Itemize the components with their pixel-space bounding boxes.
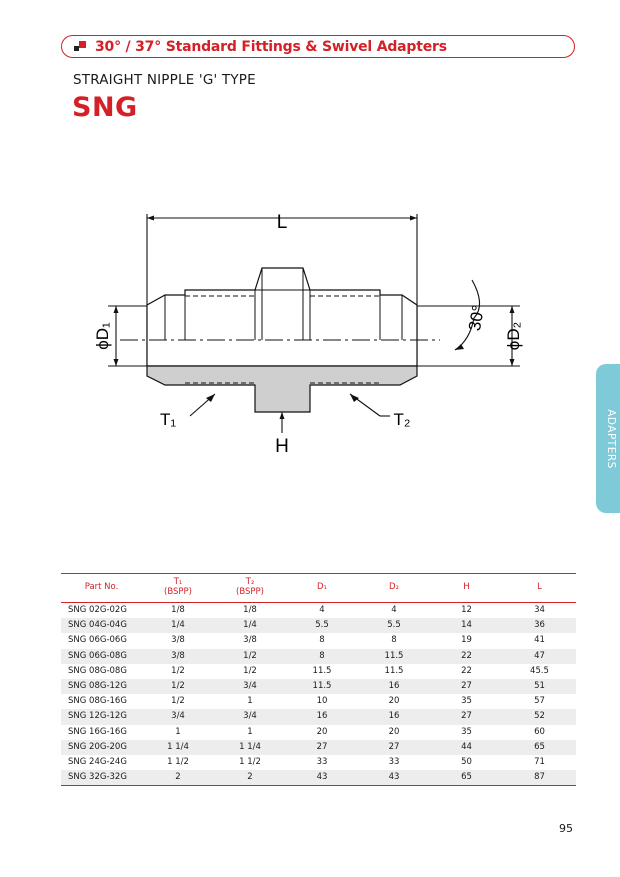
table-cell: SNG 32G-32G (61, 770, 142, 786)
table-cell: 27 (430, 679, 503, 694)
table-cell: 1/2 (142, 679, 214, 694)
table-cell: 14 (430, 618, 503, 633)
table-cell: SNG 08G-08G (68, 665, 127, 676)
table-cell: SNG 06G-06G (68, 635, 127, 646)
table-cell: 11.5 (312, 665, 332, 676)
table-cell: 1/8 (171, 605, 185, 616)
table-cell: 50 (461, 756, 472, 767)
table-cell: 19 (461, 635, 472, 646)
table-cell: SNG 08G-12G (61, 679, 142, 694)
table-cell: 12 (461, 605, 472, 616)
column-header (430, 574, 503, 603)
table-cell: 65 (430, 770, 503, 786)
column-header-label: H (463, 582, 470, 593)
column-header (214, 574, 286, 603)
table-cell: 5.5 (286, 618, 358, 633)
table-cell: 44 (430, 740, 503, 755)
table-cell: 3/4 (214, 709, 286, 724)
table-cell: 8 (391, 635, 397, 646)
table-cell: 1 1/2 (239, 756, 261, 767)
table-cell: 35 (461, 696, 472, 707)
product-code: SNG (72, 92, 138, 123)
table-cell: 51 (503, 679, 576, 694)
table-cell: 1 (247, 726, 253, 737)
table-cell: 41 (534, 635, 545, 646)
table-row (61, 770, 576, 786)
table-row (61, 603, 576, 619)
table-cell: 43 (358, 770, 430, 786)
table-cell: 4 (391, 605, 397, 616)
spec-table (61, 573, 576, 786)
table-cell: 10 (316, 696, 328, 707)
column-header-label: L (537, 582, 542, 593)
table-cell: 47 (503, 649, 576, 664)
table-cell: 33 (316, 756, 328, 767)
table-row (61, 664, 576, 679)
table-row (61, 633, 576, 648)
table-cell: SNG 20G-20G (61, 740, 142, 755)
table-cell: 57 (534, 696, 545, 707)
table-cell: 36 (503, 618, 576, 633)
column-header-label: D₁ (317, 582, 327, 593)
table-cell: 3/4 (214, 679, 286, 694)
table-cell: 87 (503, 770, 576, 786)
table-header (61, 574, 576, 603)
table-cell: 33 (388, 756, 400, 767)
table-cell: 11.5 (286, 679, 358, 694)
table-cell: SNG 06G-08G (61, 649, 142, 664)
table-cell: SNG 24G-24G (68, 756, 127, 767)
table-cell: SNG 08G-16G (68, 696, 127, 707)
column-header (61, 574, 142, 603)
table-cell: 3/8 (171, 635, 185, 646)
table-cell: SNG 04G-04G (61, 618, 142, 633)
table-cell: 1/4 (142, 618, 214, 633)
table-row (61, 679, 576, 694)
table-cell: 3/8 (243, 635, 257, 646)
hex-label: H (275, 436, 289, 457)
table-cell: 1/8 (243, 605, 257, 616)
angle-label: 30° (464, 303, 489, 333)
column-header-label: Part No. (84, 582, 119, 593)
table-cell: 3/8 (142, 649, 214, 664)
table-cell: 1/4 (214, 618, 286, 633)
table-cell: 1 1/2 (167, 756, 189, 767)
technical-drawing (90, 200, 530, 470)
column-header-sublabel: (BSPP) (236, 587, 264, 597)
table-cell: 1 (175, 726, 181, 737)
table-cell: 35 (461, 726, 472, 737)
column-header (358, 574, 430, 603)
table-cell: 1/2 (214, 649, 286, 664)
table-cell: 27 (358, 740, 430, 755)
table-cell: 60 (534, 726, 545, 737)
column-header (503, 574, 576, 603)
diameter2-label: ϕD₂ (504, 321, 523, 351)
column-header (286, 574, 358, 603)
column-header-sublabel: (BSPP) (164, 587, 192, 597)
table-cell: 71 (534, 756, 545, 767)
table-row (61, 649, 576, 664)
table-row (61, 709, 576, 724)
table-cell: 34 (534, 605, 545, 616)
table-cell: 2 (214, 770, 286, 786)
table-cell: 22 (461, 665, 472, 676)
thread2-label: T₂ (393, 410, 411, 429)
table-cell: 1/2 (171, 696, 185, 707)
column-header-label: D₂ (389, 582, 399, 593)
table-cell: 20 (316, 726, 328, 737)
table-cell: 4 (319, 605, 325, 616)
table-cell: 5.5 (358, 618, 430, 633)
section-title: 30° / 37° Standard Fittings & Swivel Adapters (95, 38, 447, 55)
table-cell: 20 (388, 696, 400, 707)
table-cell: 27 (286, 740, 358, 755)
product-subtitle: STRAIGHT NIPPLE 'G' TYPE (73, 72, 256, 88)
table-row (61, 740, 576, 755)
table-row (61, 618, 576, 633)
table-cell: 16 (286, 709, 358, 724)
table-cell: 8 (286, 649, 358, 664)
adapters-tab[interactable] (596, 364, 620, 513)
column-header-label: T₂ (245, 577, 255, 588)
table-cell: SNG 02G-02G (68, 605, 127, 616)
table-cell: 52 (503, 709, 576, 724)
table-row (61, 725, 576, 740)
table-cell: 27 (430, 709, 503, 724)
table-cell: 1 (247, 696, 253, 707)
table-cell: 45.5 (530, 665, 549, 676)
table-row (61, 755, 576, 770)
table-cell: SNG 16G-16G (68, 726, 127, 737)
brand-squares-icon (74, 41, 90, 53)
table-cell: SNG 12G-12G (61, 709, 142, 724)
table-cell: 43 (286, 770, 358, 786)
table-cell: 1 1/4 (142, 740, 214, 755)
length-label: L (276, 212, 288, 233)
column-header (142, 574, 214, 603)
table-row (61, 694, 576, 709)
table-cell: 1/2 (171, 665, 185, 676)
table-cell: 20 (388, 726, 400, 737)
table-cell: 16 (358, 709, 430, 724)
section-header (61, 35, 575, 58)
table-body (61, 603, 576, 786)
table-cell: 22 (430, 649, 503, 664)
table-cell: 11.5 (358, 649, 430, 664)
adapters-tab-label: ADAPTERS (605, 408, 617, 469)
table-cell: 2 (142, 770, 214, 786)
table-cell: 8 (319, 635, 325, 646)
table-cell: 3/4 (142, 709, 214, 724)
page-number: 95 (559, 822, 573, 835)
table-cell: 16 (358, 679, 430, 694)
diameter1-label: ϕD₁ (93, 322, 112, 350)
column-header-label: T₁ (173, 577, 183, 588)
table-cell: 1/2 (243, 665, 257, 676)
thread1-label: T₁ (159, 410, 177, 429)
table-cell: 65 (503, 740, 576, 755)
table-cell: 11.5 (384, 665, 404, 676)
table-cell: 1 1/4 (214, 740, 286, 755)
